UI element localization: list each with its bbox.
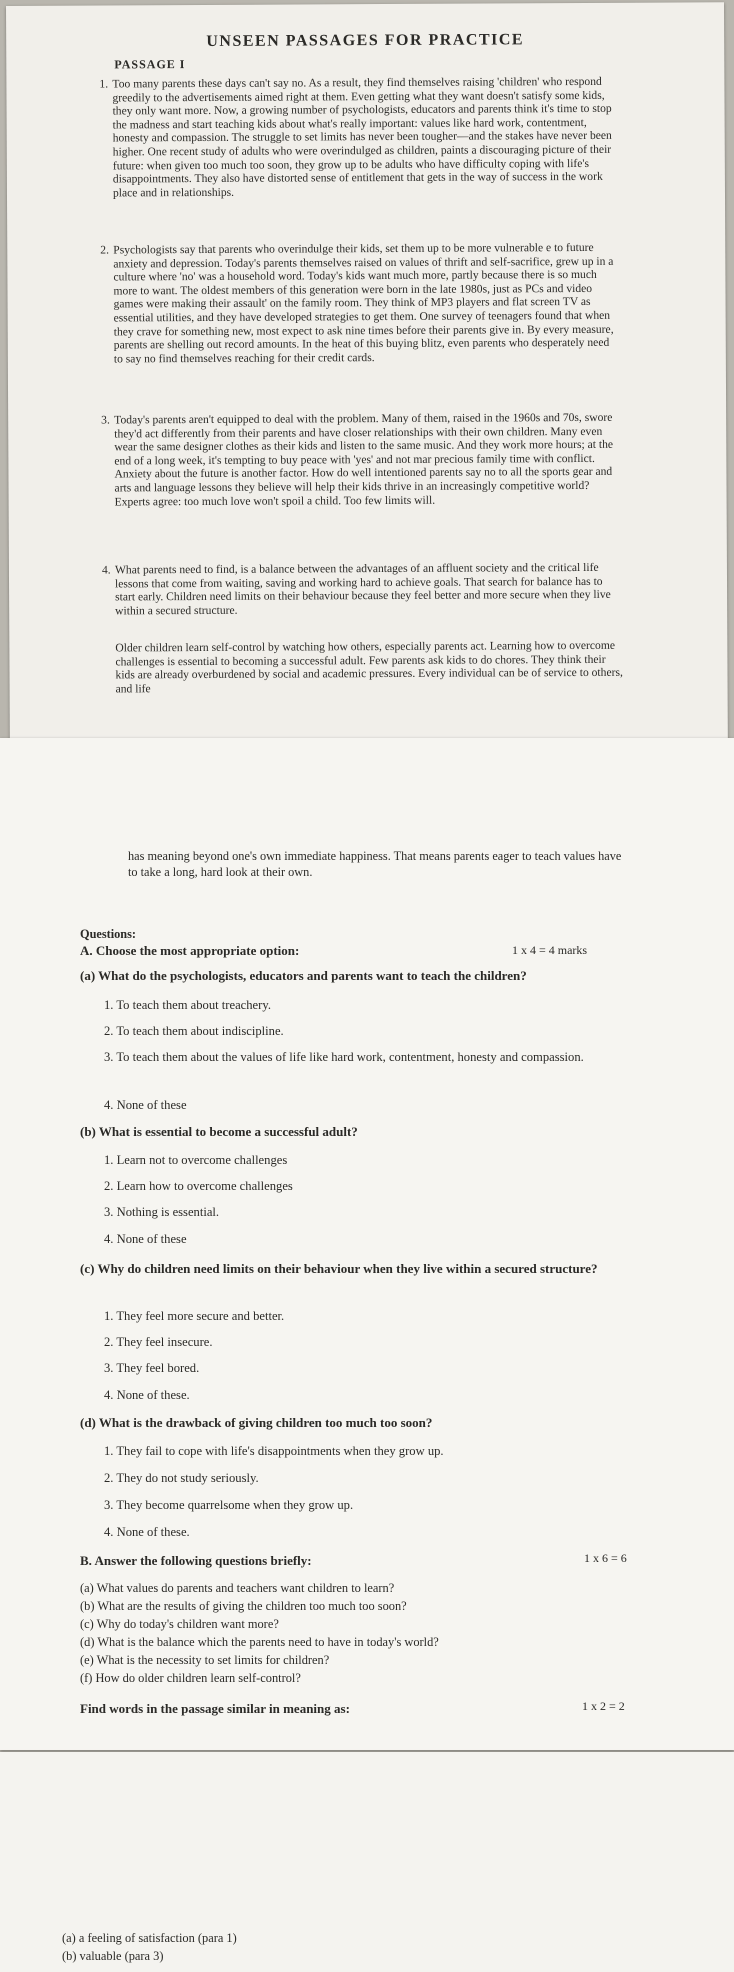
paragraph-number: 2. bbox=[100, 243, 110, 257]
paragraph-3 bbox=[101, 410, 619, 509]
question-d-option-2: 2. They do not study seriously. bbox=[104, 1471, 259, 1485]
section-a-title: A. Choose the most appropriate option: bbox=[80, 943, 300, 958]
document-title: UNSEEN PASSAGES FOR PRACTICE bbox=[206, 31, 525, 50]
passage-continued-text: has meaning beyond one's own immediate happiness. That means parents eager to teach values have to take a long, hard look at their own. bbox=[128, 849, 622, 879]
question-d-option-1: 1. They fail to cope with life's disappointments when they grow up. bbox=[104, 1444, 444, 1458]
passage-label: PASSAGE I bbox=[114, 57, 186, 72]
paragraph-1 bbox=[99, 74, 618, 200]
question-b-option-3: 3. Nothing is essential. bbox=[104, 1205, 220, 1219]
section-b-item-d: (d) What is the balance which the parents need to have in today's world? bbox=[80, 1635, 439, 1649]
page-sheet-1 bbox=[6, 2, 728, 750]
paragraph-continuation: Older children learn self-control by watching how others, especially parents act. Learning how to overcome challenges is essential to becoming a successful adult. Few parents ask kids to do chores. They think their kids are already overburdened by social and academic pressures. Every individual can be of service to others, and life bbox=[115, 638, 623, 696]
question-b-option-1: 1. Learn not to overcome challenges bbox=[104, 1153, 288, 1167]
section-b-item-f: (f) How do older children learn self-control? bbox=[80, 1671, 301, 1685]
question-b-option-2: 2. Learn how to overcome challenges bbox=[104, 1179, 293, 1193]
question-a-option-1: 1. To teach them about treachery. bbox=[104, 998, 271, 1012]
question-a-option-4: 4. None of these bbox=[104, 1098, 187, 1112]
question-c-option-3: 3. They feel bored. bbox=[104, 1361, 200, 1375]
question-a-option-2: 2. To teach them about indiscipline. bbox=[104, 1024, 284, 1038]
section-b-item-a: (a) What values do parents and teachers want children to learn? bbox=[80, 1581, 395, 1595]
question-b: (b) What is essential to become a successful adult? bbox=[80, 1124, 358, 1139]
question-d: (d) What is the drawback of giving children too much too soon? bbox=[80, 1415, 433, 1430]
section-c-title: Find words in the passage similar in meaning as: bbox=[80, 1701, 350, 1716]
question-a: (a) What do the psychologists, educators and parents want to teach the children? bbox=[80, 968, 527, 983]
question-c-option-4: 4. None of these. bbox=[104, 1388, 190, 1402]
paragraph-text: Today's parents aren't equipped to deal with the problem. Many of them, raised in the 1960s and 70s, swore they'd act differently from their parents and have closer relationships with their own children. Many even wear the same designer clothes as their kids and listen to the same music. And they work more hours; at the end of a long week, it's tempting to buy peace with 'yes' and not mar precious family time with conflict. Anxiety about the future is another factor. How do well intentioned parents say no to all the sports gear and arts and language lessons they believe will help their kids thrive in an increasingly competitive world? Experts agree: too much love won't spoil a child. Too few limits will. bbox=[114, 410, 614, 509]
section-c-marks: 1 x 2 = 2 bbox=[582, 1699, 625, 1713]
question-c: (c) Why do children need limits on their behaviour when they live within a secured structure? bbox=[80, 1261, 598, 1276]
section-b-marks: 1 x 6 = 6 bbox=[584, 1551, 627, 1565]
questions-label: Questions: bbox=[80, 927, 137, 941]
paragraph-text: Psychologists say that parents who overindulge their kids, set them up to be more vulnerable e to future anxiety and depression. Today's parents themselves raised on values of thrift and self-sacrifice, grew up in a culture where 'no' was a household word. Today's kids want much more, partly because there is so much more to want. The oldest members of this generation were born in the late 1980s, just as PCs and video games were making their assault' on the family room. They think of MP3 players and flat screen TV as essential utilities, and they have developed strategies to get them. One survey of teenagers found that when they crave for something new, most expect to ask nine times before their parents give in. By every measure, parents are shelling out record amounts. In the heat of this buying blitz, even parents who desperately need to say no find themselves reaching for their credit cards. bbox=[113, 240, 614, 366]
question-a-option-3: 3. To teach them about the values of life like hard work, contentment, honesty and compassion. bbox=[104, 1050, 584, 1064]
paragraph-2 bbox=[100, 240, 619, 366]
question-c-option-2: 2. They feel insecure. bbox=[104, 1335, 213, 1349]
paragraph-text: What parents need to find, is a balance between the advantages of an affluent society and the critical life lessons that come from waiting, saving and working hard to achieve goals. That search for balance has to start early. Children need limits on their behaviour because they feel better and more secure when they live within a secured structure. bbox=[114, 560, 611, 618]
section-b-item-c: (c) Why do today's children want more? bbox=[80, 1617, 279, 1631]
section-c-item-b: (b) valuable (para 3) bbox=[62, 1949, 164, 1963]
section-b-item-e: (e) What is the necessity to set limits for children? bbox=[80, 1653, 330, 1667]
page-sheet-3 bbox=[0, 1752, 734, 1972]
paragraph-number: 1. bbox=[99, 77, 109, 91]
paragraph-number: 4. bbox=[101, 563, 111, 577]
section-c-item-a: (a) a feeling of satisfaction (para 1) bbox=[62, 1931, 237, 1945]
paragraph-4 bbox=[101, 560, 620, 618]
paragraph-number: 3. bbox=[101, 413, 110, 427]
question-b-option-4: 4. None of these bbox=[104, 1232, 187, 1246]
question-d-option-3: 3. They become quarrelsome when they grow up. bbox=[104, 1498, 354, 1512]
paragraph-text: Too many parents these days can't say no. As a result, they find themselves raising 'children' who respond greedily to the advertisements aimed right at them. Even getting what they want doesn't satisfy some kids, they only want more. Now, a growing number of psychologists, educators and parents think it's time to stop the madness and start teaching kids about what's really important: values like hard work, contentment, honesty and compassion. The struggle to set limits has never been tougher—and the stakes have never been higher. One recent study of adults who were overindulged as children, paints a discouraging picture of their future: when given too much too soon, they grow up to be adults who have difficulty coping with life's disappointments. They also have distorted sense of entitlement that gets in the way of success in the work place and in relationships. bbox=[112, 74, 612, 200]
section-b-item-b: (b) What are the results of giving the children too much too soon? bbox=[80, 1599, 407, 1613]
page-sheet-2 bbox=[0, 738, 734, 1750]
question-d-option-4: 4. None of these. bbox=[104, 1525, 190, 1539]
section-a-marks: 1 x 4 = 4 marks bbox=[512, 943, 588, 957]
section-b-title: B. Answer the following questions briefly: bbox=[80, 1553, 312, 1568]
question-c-option-1: 1. They feel more secure and better. bbox=[104, 1309, 285, 1323]
